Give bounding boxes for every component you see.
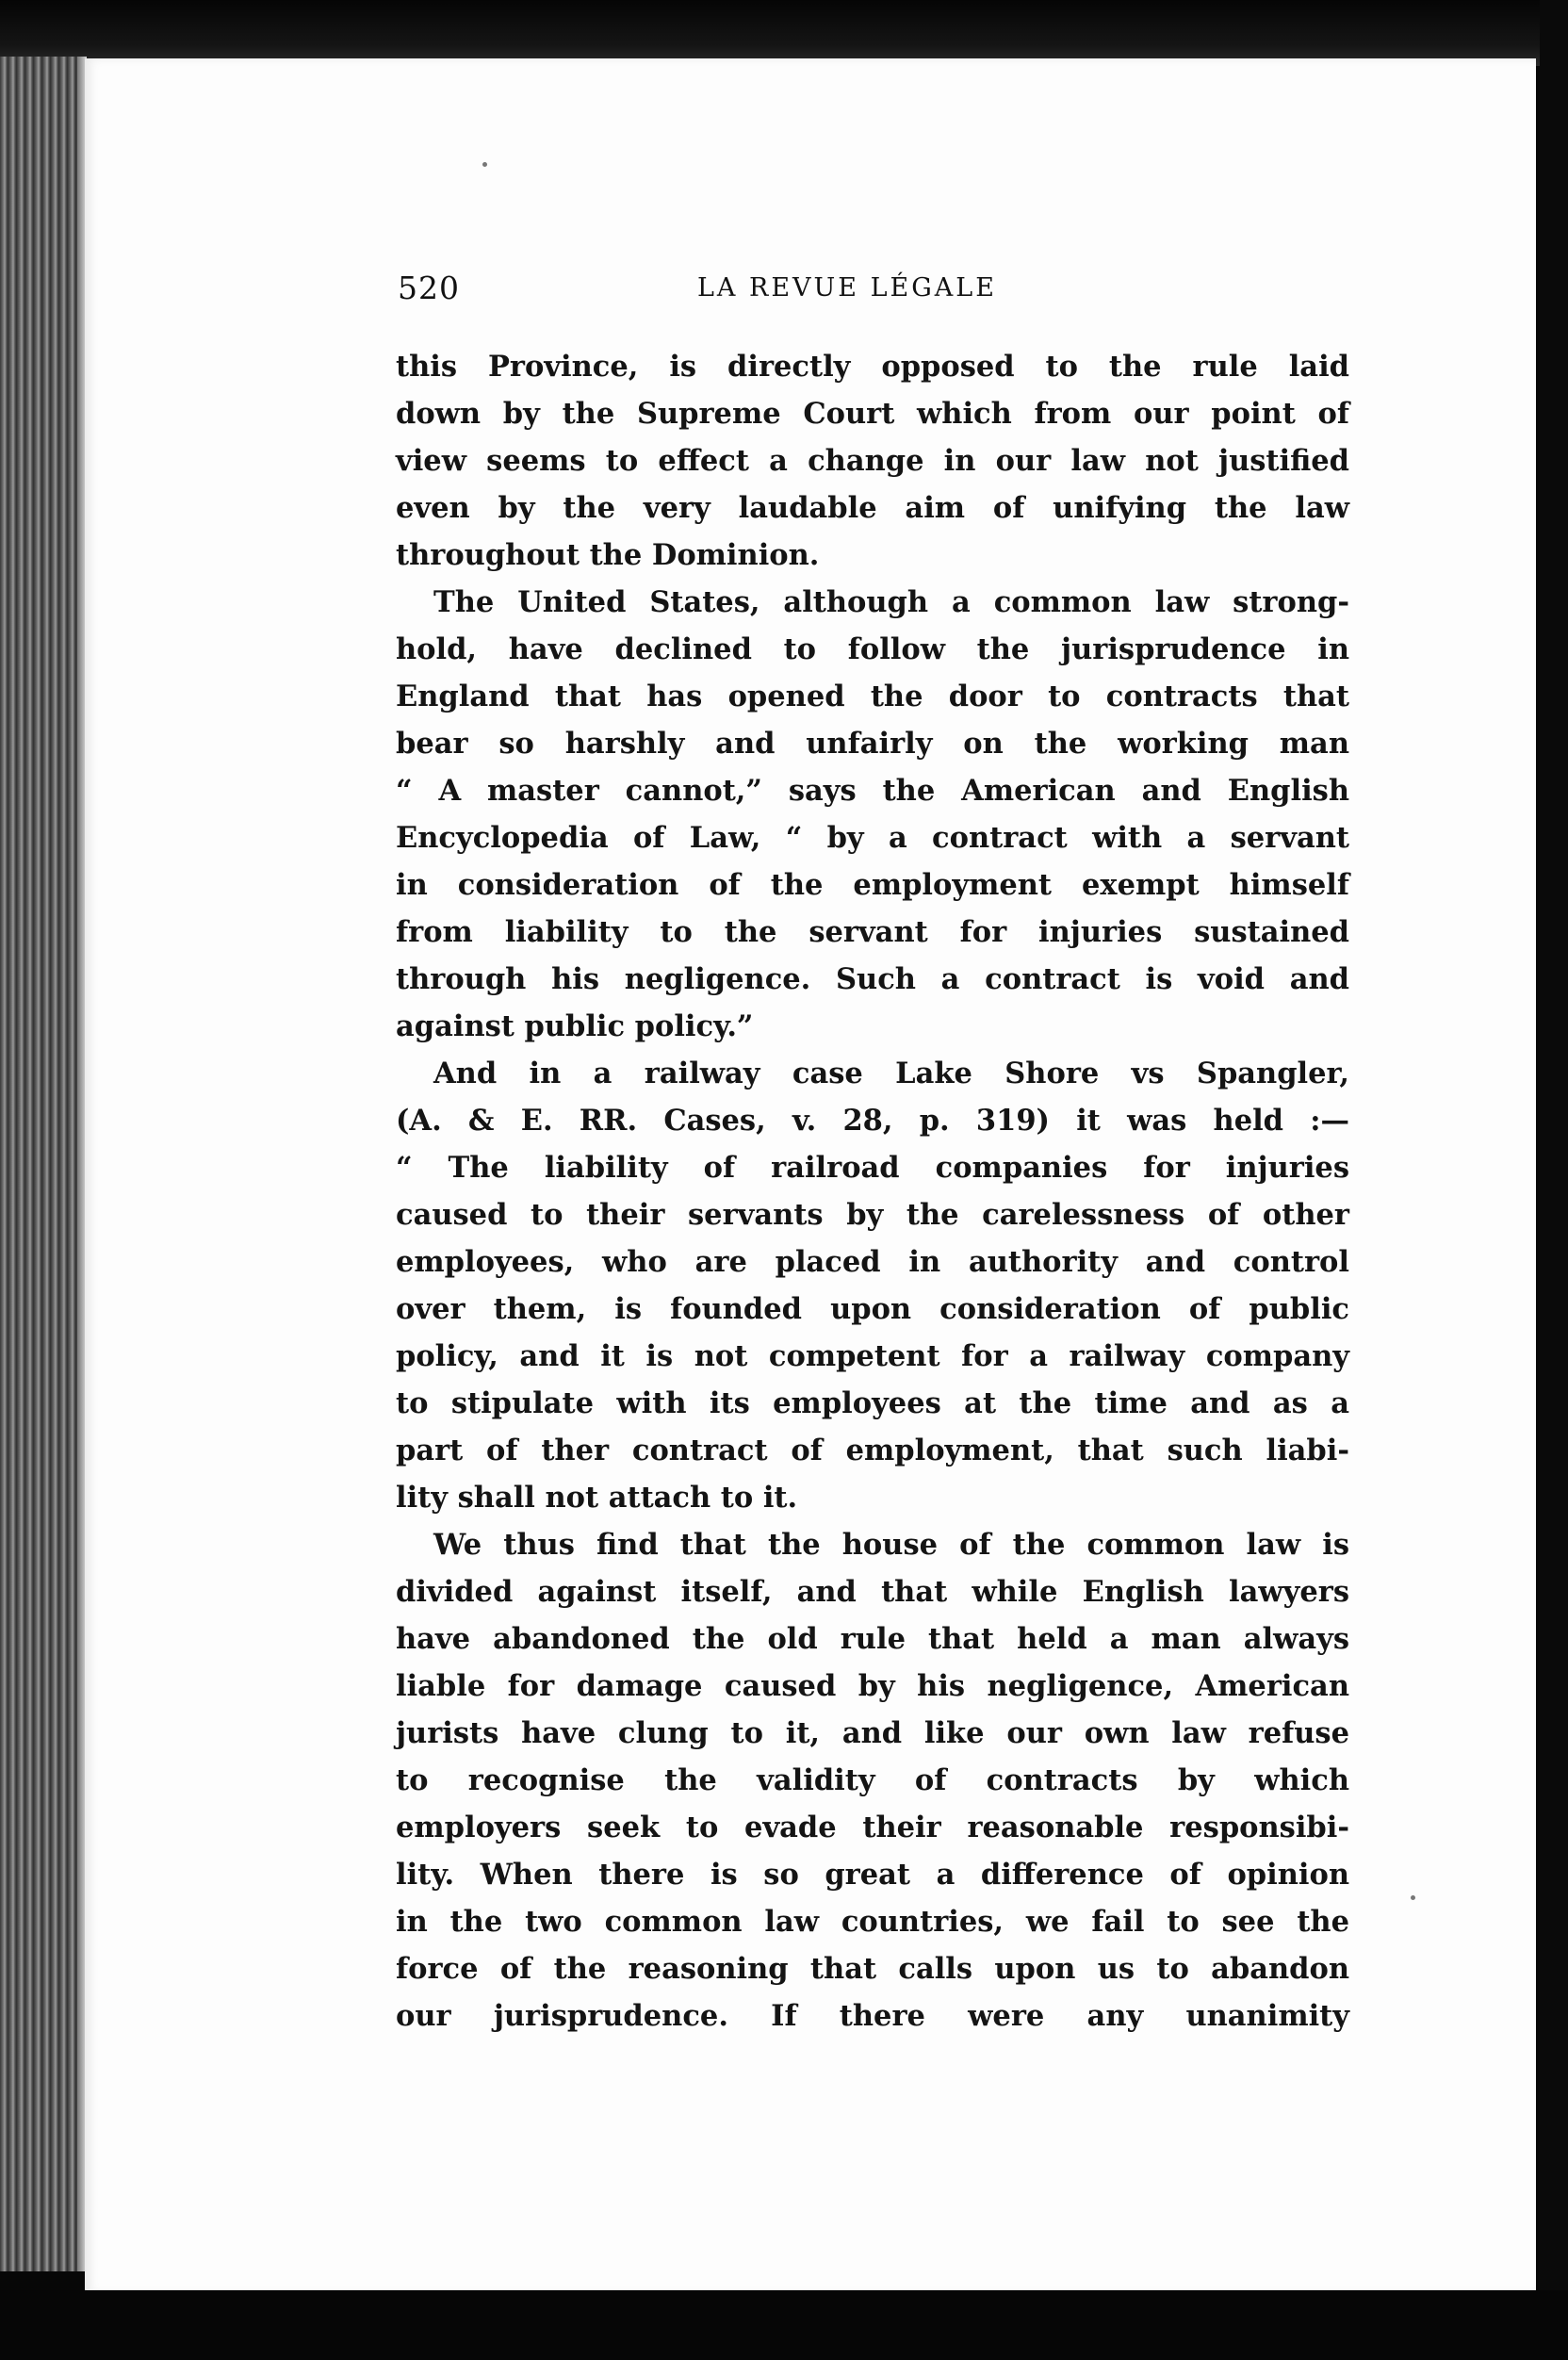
text-line: to recognise the validity of contracts by which (396, 1763, 1349, 1797)
running-head: LA REVUE LÉGALE (697, 273, 997, 303)
text-line: “ A master cannot,” says the American and English (396, 774, 1349, 808)
text-line: “ The liability of railroad companies for injuries (396, 1151, 1349, 1185)
right-gutter (1540, 0, 1568, 2360)
text-line: England that has opened the door to contracts that (396, 680, 1349, 713)
top-shadow (0, 0, 1568, 66)
text-line: jurists have clung to it, and like our own law refuse (396, 1716, 1349, 1750)
text-line: part of ther contract of employment, that such liabi- (396, 1434, 1349, 1467)
text-line: hold, have declined to follow the jurisprudence in (396, 632, 1349, 666)
page-header (398, 270, 1170, 317)
text-line: this Province, is directly opposed to the rule laid (396, 350, 1349, 384)
text-line: our jurisprudence. If there were any unanimity (396, 1999, 1349, 2033)
text-line: to stipulate with its employees at the time and as a (396, 1386, 1349, 1420)
text-line: lity shall not attach to it. (396, 1481, 798, 1515)
text-line: in consideration of the employment exempt himself (396, 868, 1349, 902)
dust-speck (482, 162, 487, 167)
text-line: bear so harshly and unfairly on the working man (396, 727, 1349, 761)
text-line: We thus find that the house of the common law is (433, 1528, 1349, 1562)
text-line: against public policy.” (396, 1009, 754, 1043)
text-line: Encyclopedia of Law, “ by a contract with a servant (396, 821, 1349, 855)
text-line: over them, is founded upon consideration of public (396, 1292, 1349, 1326)
text-line: force of the reasoning that calls upon us to abandon (396, 1952, 1349, 1986)
text-line: view seems to effect a change in our law not justified (396, 444, 1349, 478)
text-line: through his negligence. Such a contract is void and (396, 962, 1349, 996)
body-text (396, 343, 1349, 2040)
text-line: throughout the Dominion. (396, 538, 820, 572)
text-line: from liability to the servant for injuries sustained (396, 915, 1349, 949)
text-line: caused to their servants by the carelessness of other (396, 1198, 1349, 1232)
text-line: The United States, although a common law strong- (433, 585, 1349, 619)
text-line: (A. & E. RR. Cases, v. 28, p. 319) it was held :— (396, 1104, 1349, 1138)
text-line: have abandoned the old rule that held a man always (396, 1622, 1349, 1656)
text-line: liable for damage caused by his negligence, American (396, 1669, 1349, 1703)
book-page-edges (0, 57, 87, 2271)
text-line: employers seek to evade their reasonable responsibi- (396, 1811, 1349, 1844)
bottom-shadow (0, 2290, 1568, 2360)
text-line: even by the very laudable aim of unifying the law (396, 491, 1349, 525)
text-line: And in a railway case Lake Shore vs Spangler, (433, 1057, 1349, 1090)
text-line: down by the Supreme Court which from our point of (396, 397, 1349, 431)
page-number: 520 (398, 270, 460, 306)
text-line: lity. When there is so great a difference of opinion (396, 1858, 1349, 1892)
text-line: divided against itself, and that while English lawyers (396, 1575, 1349, 1609)
text-line: policy, and it is not competent for a railway company (396, 1339, 1349, 1373)
dust-speck (1411, 1895, 1415, 1900)
text-line: employees, who are placed in authority and control (396, 1245, 1349, 1279)
text-line: in the two common law countries, we fail to see the (396, 1905, 1349, 1939)
